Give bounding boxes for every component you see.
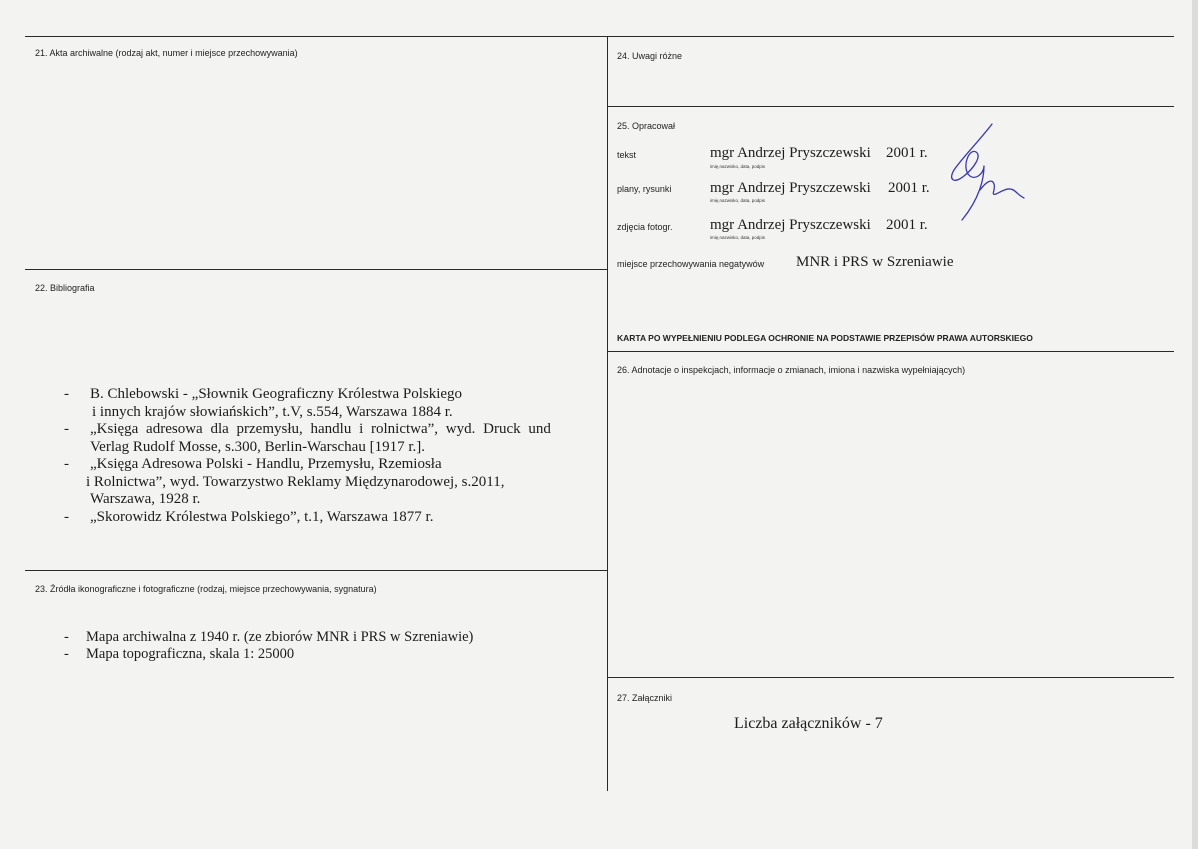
author-name: mgr Andrzej Pryszczewski xyxy=(710,180,871,196)
author-year: 2001 r. xyxy=(888,180,930,196)
divider-24-25 xyxy=(607,106,1174,107)
bibliography-line: B. Chlebowski - „Słownik Geograficzny Królestwa Polskiego xyxy=(90,386,463,402)
bibliography-list xyxy=(64,386,551,526)
section-26-label: 26. Adnotacje o inspekcjach, informacje o zmianach, imiona i nazwiska wypełniających) xyxy=(617,365,966,375)
iconography-list xyxy=(64,629,473,663)
bibliography-line: „Księga Adresowa Polski - Handlu, Przemysłu, Rzemiosła xyxy=(90,456,442,472)
author-hint: imię,nazwisko, data, podpis xyxy=(710,198,766,203)
negatives-location-value: MNR i PRS w Szreniawie xyxy=(796,254,954,270)
iconography-item xyxy=(64,629,473,646)
author-row-label: zdjęcia fotogr. xyxy=(617,222,673,232)
divider-21-22 xyxy=(25,269,607,270)
section-23-label: 23. Źródła ikonograficzne i fotograficzne (rodzaj, miejsce przechowywania, sygnatura) xyxy=(35,584,377,594)
list-dash: - xyxy=(64,386,69,402)
author-hint: imię,nazwisko, data, podpis xyxy=(710,164,766,169)
attachments-count: Liczba załączników - 7 xyxy=(734,715,883,732)
list-dash: - xyxy=(64,421,69,437)
top-border-line xyxy=(25,36,1174,37)
bibliography-line: Warszawa, 1928 r. xyxy=(90,491,201,507)
divider-26-27 xyxy=(607,677,1174,678)
section-21-label: 21. Akta archiwalne (rodzaj akt, numer i miejsce przechowywania) xyxy=(35,48,298,58)
bibliography-item xyxy=(64,386,551,421)
bibliography-item xyxy=(64,421,551,456)
bibliography-item xyxy=(64,509,551,527)
bibliography-item xyxy=(64,456,551,509)
iconography-line: Mapa archiwalna z 1940 r. (ze zbiorów MNR i PRS w Szreniawie) xyxy=(86,629,474,645)
handwritten-signature xyxy=(940,118,1040,228)
author-row-label: plany, rysunki xyxy=(617,184,672,194)
divider-25-26 xyxy=(607,351,1174,352)
author-name: mgr Andrzej Pryszczewski xyxy=(710,145,871,161)
author-hint: imię,nazwisko, data, podpis xyxy=(710,235,766,240)
bibliography-line: „Księga adresowa dla przemysłu, handlu i rolnictwa”, wyd. Druck und xyxy=(90,421,551,437)
list-dash: - xyxy=(64,629,69,645)
bibliography-line: i Rolnictwa”, wyd. Towarzystwo Reklamy Międzynarodowej, s.2011, xyxy=(86,473,505,490)
copyright-notice: KARTA PO WYPEŁNIENIU PODLEGA OCHRONIE NA PODSTAWIE PRZEPISÓW PRAWA AUTORSKIEGO xyxy=(617,333,1033,343)
section-25-label: 25. Opracował xyxy=(617,121,676,131)
section-27-label: 27. Załączniki xyxy=(617,693,673,703)
list-dash: - xyxy=(64,508,69,525)
bibliography-line: Verlag Rudolf Mosse, s.300, Berlin-Warschau [1917 r.]. xyxy=(90,438,425,455)
list-dash: - xyxy=(64,456,69,472)
iconography-item xyxy=(64,646,473,663)
author-row-label: tekst xyxy=(617,150,637,160)
author-name: mgr Andrzej Pryszczewski xyxy=(710,217,871,233)
author-year: 2001 r. xyxy=(886,217,928,233)
iconography-line: Mapa topograficzna, skala 1: 25000 xyxy=(86,646,295,662)
page-edge-shadow xyxy=(1192,0,1198,849)
section-22-label: 22. Bibliografia xyxy=(35,283,95,293)
author-year: 2001 r. xyxy=(886,145,928,161)
list-dash: - xyxy=(64,646,69,662)
negatives-location-label: miejsce przechowywania negatywów xyxy=(617,259,765,269)
bibliography-line: „Skorowidz Królestwa Polskiego”, t.1, Warszawa 1877 r. xyxy=(90,508,434,525)
bibliography-line: i innych krajów słowiańskich”, t.V, s.554, Warszawa 1884 r. xyxy=(92,403,453,420)
section-24-label: 24. Uwagi różne xyxy=(617,51,683,61)
divider-22-23 xyxy=(25,570,607,571)
